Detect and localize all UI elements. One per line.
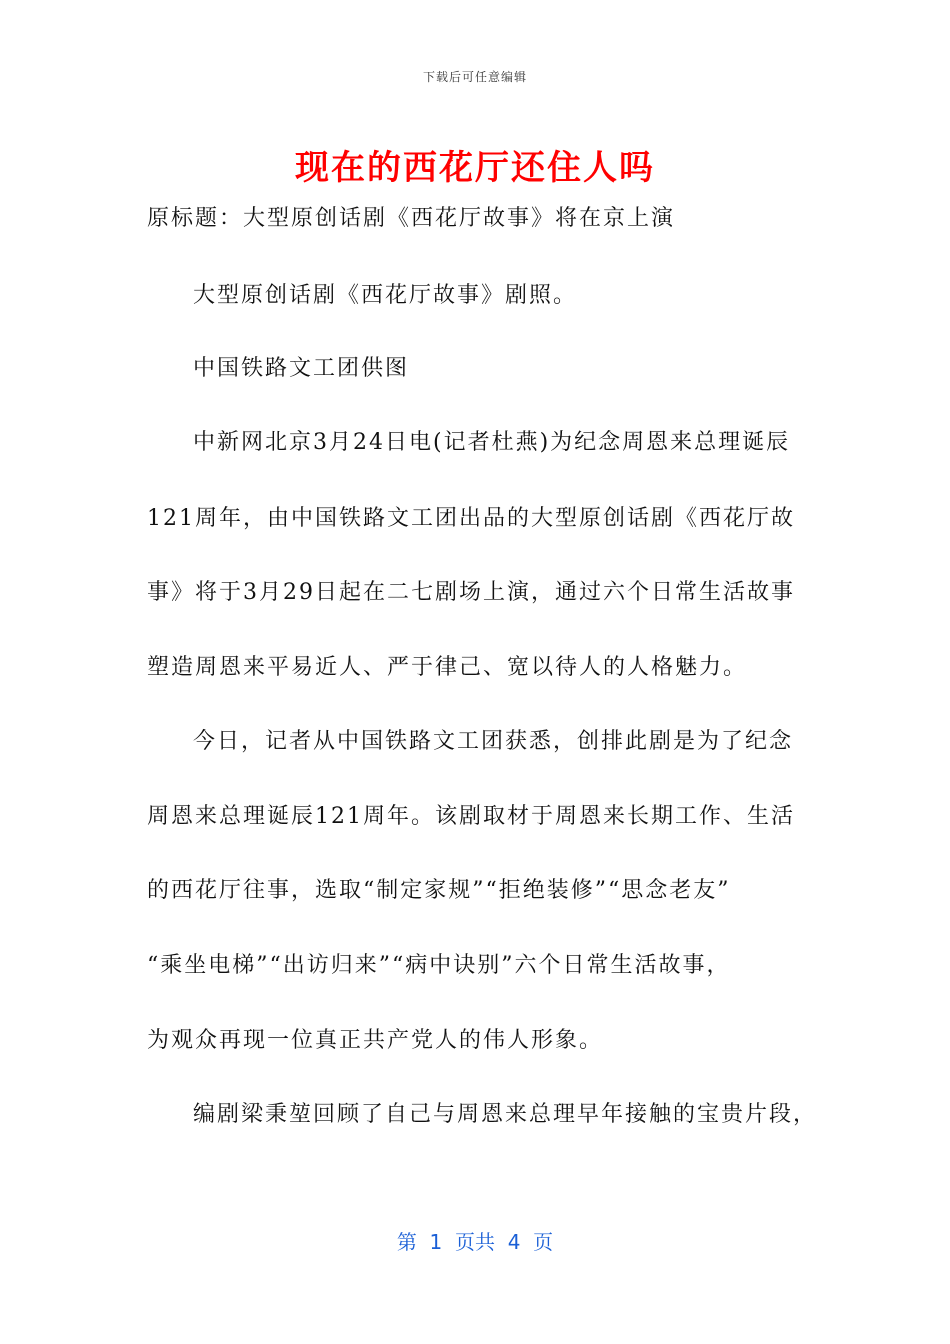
paragraph-line: 事》将于3月29日起在二七剧场上演，通过六个日常生活故事: [147, 580, 795, 605]
paragraph-line: 编剧梁秉堃回顾了自己与周恩来总理早年接触的宝贵片段，: [193, 1102, 818, 1127]
page-number-footer: 第 1 页共 4 页: [396, 1230, 554, 1254]
document-title: 现在的西花厅还住人吗: [295, 148, 655, 188]
caption-line: 大型原创话剧《西花厅故事》剧照。: [193, 283, 578, 308]
paragraph-line: 的西花厅往事，选取“制定家规”“拒绝装修”“思念老友”: [147, 878, 731, 903]
paragraph-line: 塑造周恩来平易近人、严于律己、宽以待人的人格魅力。: [147, 655, 748, 680]
paragraph-line: 121周年，由中国铁路文工团出品的大型原创话剧《西花厅故: [147, 506, 795, 531]
paragraph-line: 中新网北京3月24日电(记者杜燕)为纪念周恩来总理诞辰: [193, 430, 791, 455]
paragraph-line: 今日，记者从中国铁路文工团获悉，创排此剧是为了纪念: [193, 729, 794, 754]
photo-credit-line: 中国铁路文工团供图: [193, 356, 410, 381]
paragraph-line: 周恩来总理诞辰121周年。该剧取材于周恩来长期工作、生活: [147, 804, 795, 829]
paragraph-line: 为观众再现一位真正共产党人的伟人形象。: [147, 1028, 604, 1053]
paragraph-line: “乘坐电梯”“出访归来”“病中诀别”六个日常生活故事，: [147, 953, 731, 978]
header-note: 下载后可任意编辑: [422, 70, 527, 84]
subtitle-line: 原标题：大型原创话剧《西花厅故事》将在京上演: [147, 206, 676, 231]
